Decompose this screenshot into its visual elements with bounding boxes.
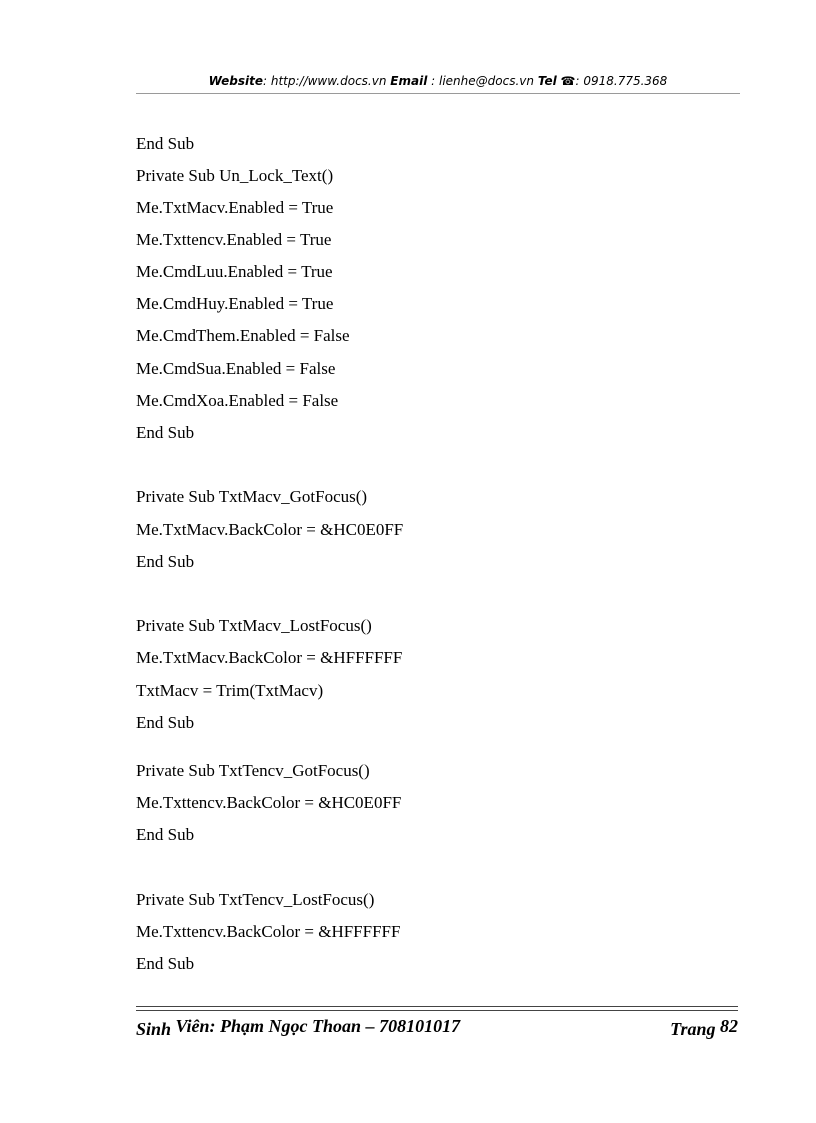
code-line: End Sub bbox=[136, 552, 195, 571]
code-line: Me.CmdLuu.Enabled = True bbox=[136, 262, 333, 281]
email-value: : lienhe@docs.vn bbox=[431, 74, 534, 88]
page-number: 82 bbox=[720, 1016, 738, 1036]
footer-sinh: Sinh bbox=[136, 1019, 172, 1039]
code-line: Me.CmdHuy.Enabled = True bbox=[136, 294, 334, 313]
code-line: Me.Txttencv.BackColor = &HC0E0FF bbox=[136, 793, 402, 812]
website-value: : http://www.docs.vn bbox=[263, 74, 387, 88]
phone-icon: ☎ bbox=[560, 74, 576, 88]
footer-divider bbox=[136, 1010, 738, 1011]
code-line: Me.TxtMacv.BackColor = &HC0E0FF bbox=[136, 520, 404, 539]
code-line: Private Sub TxtTencv_GotFocus() bbox=[136, 761, 370, 780]
tel-value: : 0918.775.368 bbox=[575, 74, 668, 88]
tel-label: Tel bbox=[537, 74, 557, 88]
code-line: Me.CmdThem.Enabled = False bbox=[136, 326, 350, 345]
code-line: Me.Txttencv.Enabled = True bbox=[136, 230, 332, 249]
code-line: End Sub bbox=[136, 134, 195, 153]
website-label: Website bbox=[208, 74, 263, 88]
footer-author-name: Viên: Phạm Ngọc Thoan – 708101017 bbox=[175, 1016, 461, 1036]
code-line: Me.CmdSua.Enabled = False bbox=[136, 359, 336, 378]
code-line: Private Sub TxtMacv_LostFocus() bbox=[136, 616, 372, 635]
footer-author bbox=[136, 1016, 460, 1037]
footer-page bbox=[670, 1016, 738, 1037]
footer-trang: Trang bbox=[670, 1019, 716, 1039]
page-header bbox=[136, 74, 740, 88]
code-line: Private Sub TxtMacv_GotFocus() bbox=[136, 487, 368, 506]
code-line: End Sub bbox=[136, 954, 195, 973]
email-label: Email bbox=[390, 74, 428, 88]
code-line: End Sub bbox=[136, 713, 195, 732]
header-divider bbox=[136, 93, 740, 94]
code-line: Me.Txttencv.BackColor = &HFFFFFF bbox=[136, 922, 401, 941]
code-line: Private Sub TxtTencv_LostFocus() bbox=[136, 890, 375, 909]
code-line: End Sub bbox=[136, 825, 195, 844]
footer-divider bbox=[136, 1006, 738, 1007]
code-line: Private Sub Un_Lock_Text() bbox=[136, 166, 334, 185]
code-line: Me.TxtMacv.Enabled = True bbox=[136, 198, 334, 217]
code-line: Me.TxtMacv.BackColor = &HFFFFFF bbox=[136, 648, 403, 667]
code-line: Me.CmdXoa.Enabled = False bbox=[136, 391, 339, 410]
code-line: TxtMacv = Trim(TxtMacv) bbox=[136, 681, 324, 700]
code-line: End Sub bbox=[136, 423, 195, 442]
